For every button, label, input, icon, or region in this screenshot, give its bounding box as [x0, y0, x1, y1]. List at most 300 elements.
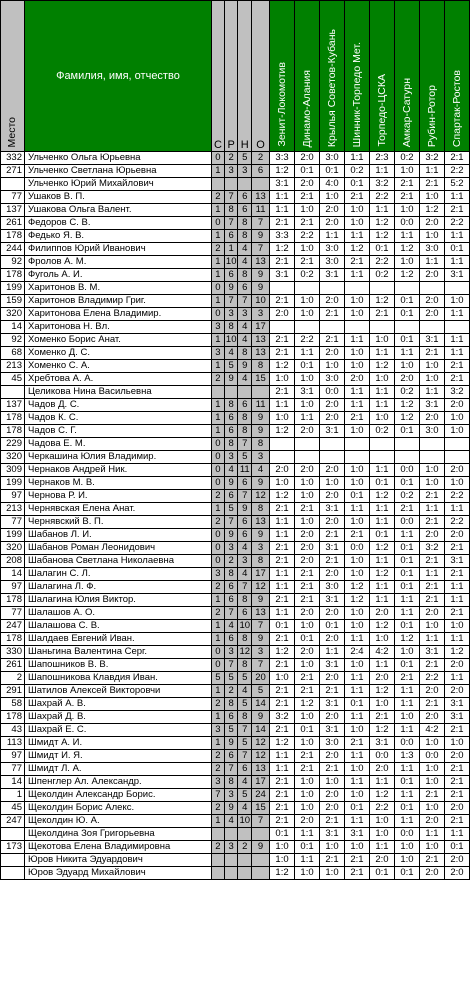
- score-cell: [270, 438, 295, 451]
- score-cell: 2:1: [444, 152, 469, 165]
- score-cell: 2:1: [444, 815, 469, 828]
- stat-cell: 2: [238, 841, 252, 854]
- score-cell: 1:1: [270, 529, 295, 542]
- score-cell: 1:0: [444, 425, 469, 438]
- score-cell: 1:2: [394, 269, 419, 282]
- score-cell: 2:0: [320, 399, 345, 412]
- stat-cell: 1: [211, 594, 224, 607]
- place-cell: 213: [1, 360, 25, 373]
- score-cell: 1:1: [369, 386, 394, 399]
- stat-header-s: [211, 1, 224, 152]
- stat-cell: [211, 178, 224, 191]
- name-cell: Шаньгина Валентина Серг.: [24, 646, 211, 659]
- table-row: [1, 607, 470, 620]
- score-cell: 1:1: [295, 854, 320, 867]
- score-cell: 1:1: [419, 633, 444, 646]
- score-cell: 1:0: [345, 477, 370, 490]
- stat-cell: 9: [224, 529, 238, 542]
- score-cell: 3:0: [320, 737, 345, 750]
- score-cell: 1:0: [369, 633, 394, 646]
- stat-cell: 4: [238, 373, 252, 386]
- name-cell: Шалагин С. Л.: [24, 568, 211, 581]
- match-header: [270, 1, 295, 152]
- score-cell: 3:2: [419, 152, 444, 165]
- score-cell: 1:0: [369, 698, 394, 711]
- score-cell: 1:0: [270, 373, 295, 386]
- score-cell: 1:1: [369, 347, 394, 360]
- score-cell: 2:1: [419, 178, 444, 191]
- score-cell: 0:1: [345, 178, 370, 191]
- score-cell: 2:2: [444, 217, 469, 230]
- score-cell: 1:0: [345, 620, 370, 633]
- score-cell: 2:1: [295, 503, 320, 516]
- place-cell: 330: [1, 646, 25, 659]
- score-cell: 4:2: [369, 646, 394, 659]
- stat-cell: 6: [224, 490, 238, 503]
- score-cell: 1:0: [295, 711, 320, 724]
- header-row: [1, 1, 470, 152]
- score-cell: 1:1: [270, 399, 295, 412]
- place-cell: 14: [1, 321, 25, 334]
- table-row: [1, 763, 470, 776]
- score-cell: 1:1: [369, 659, 394, 672]
- score-cell: 1:0: [345, 724, 370, 737]
- score-cell: [419, 451, 444, 464]
- stat-cell: 8: [252, 438, 270, 451]
- stat-cell: 7: [238, 724, 252, 737]
- stat-cell: 2: [211, 763, 224, 776]
- score-cell: 1:0: [295, 295, 320, 308]
- name-cell: Шалашов А. О.: [24, 607, 211, 620]
- score-cell: [419, 282, 444, 295]
- score-cell: 3:1: [444, 698, 469, 711]
- score-cell: 2:1: [320, 529, 345, 542]
- table-row: [1, 217, 470, 230]
- score-cell: 1:1: [394, 594, 419, 607]
- stat-cell: 8: [224, 204, 238, 217]
- score-cell: 1:1: [270, 568, 295, 581]
- table-row: [1, 620, 470, 633]
- stat-cell: 8: [238, 347, 252, 360]
- score-cell: 0:1: [320, 165, 345, 178]
- stat-cell: 4: [238, 542, 252, 555]
- score-cell: 1:0: [295, 373, 320, 386]
- table-row: [1, 451, 470, 464]
- table-body: [1, 152, 470, 880]
- stat-cell: 9: [252, 282, 270, 295]
- stat-cell: 0: [211, 555, 224, 568]
- score-cell: 2:1: [270, 724, 295, 737]
- stat-cell: 3: [211, 724, 224, 737]
- stat-cell: 9: [252, 477, 270, 490]
- stat-cell: 17: [252, 568, 270, 581]
- stat-cell: 2: [211, 490, 224, 503]
- score-cell: 1:0: [369, 334, 394, 347]
- score-cell: 1:2: [369, 685, 394, 698]
- score-cell: 3:2: [444, 386, 469, 399]
- score-cell: 2:1: [345, 737, 370, 750]
- score-cell: 1:1: [444, 256, 469, 269]
- score-cell: 3:2: [270, 711, 295, 724]
- stat-cell: 2: [211, 698, 224, 711]
- score-cell: 2:1: [394, 178, 419, 191]
- table-row: [1, 399, 470, 412]
- score-cell: 2:1: [444, 776, 469, 789]
- score-cell: 0:1: [295, 360, 320, 373]
- name-cell: Шабанова Светлана Николаевна: [24, 555, 211, 568]
- score-cell: 1:0: [295, 776, 320, 789]
- stat-cell: 0: [211, 438, 224, 451]
- stat-cell: 9: [224, 373, 238, 386]
- score-cell: 2:1: [444, 763, 469, 776]
- stat-cell: [211, 386, 224, 399]
- score-cell: 0:1: [369, 243, 394, 256]
- stat-cell: 12: [252, 737, 270, 750]
- place-cell: [1, 854, 25, 867]
- score-cell: 1:1: [394, 815, 419, 828]
- score-cell: 1:1: [419, 503, 444, 516]
- score-cell: 1:2: [394, 243, 419, 256]
- stat-cell: 7: [238, 581, 252, 594]
- place-cell: 332: [1, 152, 25, 165]
- score-cell: 1:1: [345, 152, 370, 165]
- score-cell: 0:1: [369, 867, 394, 880]
- score-cell: 2:0: [320, 204, 345, 217]
- score-cell: 1:0: [320, 191, 345, 204]
- name-cell: Шалагина Юлия Виктор.: [24, 594, 211, 607]
- score-cell: [270, 321, 295, 334]
- score-cell: [369, 451, 394, 464]
- place-cell: 178: [1, 230, 25, 243]
- stat-cell: 4: [238, 685, 252, 698]
- score-cell: [320, 438, 345, 451]
- score-cell: 2:1: [345, 191, 370, 204]
- match-header-label: Спартак-Ростов: [450, 69, 463, 147]
- name-cell: Щекотова Елена Владимировна: [24, 841, 211, 854]
- table-row: [1, 750, 470, 763]
- stat-cell: 10: [252, 295, 270, 308]
- name-cell: Федько Я. В.: [24, 230, 211, 243]
- score-cell: 3:0: [419, 243, 444, 256]
- table-row: [1, 815, 470, 828]
- place-cell: 159: [1, 295, 25, 308]
- stat-cell: 6: [238, 282, 252, 295]
- stat-cell: 5: [211, 672, 224, 685]
- stat-cell: 10: [239, 815, 251, 826]
- score-cell: 2:0: [295, 152, 320, 165]
- score-cell: 3:1: [320, 724, 345, 737]
- score-cell: 1:0: [419, 373, 444, 386]
- stat-cell: 0: [211, 646, 224, 659]
- score-cell: 1:0: [394, 204, 419, 217]
- place-cell: 173: [1, 841, 25, 854]
- stat-cell: 3: [211, 776, 224, 789]
- name-cell: Чернаков М. В.: [24, 477, 211, 490]
- score-cell: 3:1: [295, 386, 320, 399]
- place-header-label: Место: [6, 116, 19, 147]
- name-cell: Шабанов Роман Леонидович: [24, 542, 211, 555]
- stat-cell: [224, 386, 238, 399]
- stat-cell: [238, 854, 252, 867]
- score-cell: 1:0: [444, 620, 469, 633]
- score-cell: 1:2: [369, 217, 394, 230]
- stat-cell: 3: [211, 347, 224, 360]
- score-cell: 1:0: [345, 347, 370, 360]
- score-cell: 3:1: [320, 425, 345, 438]
- score-cell: 2:1: [419, 594, 444, 607]
- score-cell: 1:0: [295, 659, 320, 672]
- score-cell: 2:1: [295, 581, 320, 594]
- score-cell: 0:1: [295, 633, 320, 646]
- place-cell: 178: [1, 711, 25, 724]
- stat-cell: [224, 867, 238, 880]
- stat-cell: 5: [224, 360, 238, 373]
- stat-cell: 9: [252, 412, 270, 425]
- score-cell: 1:1: [444, 581, 469, 594]
- score-cell: 1:0: [345, 464, 370, 477]
- stat-cell: 1: [211, 737, 224, 750]
- place-cell: 1: [1, 789, 25, 802]
- score-cell: 1:0: [345, 295, 370, 308]
- stat-cell: 7: [211, 789, 224, 802]
- stat-cell: 1: [211, 412, 224, 425]
- score-cell: 1:0: [394, 854, 419, 867]
- table-row: [1, 737, 470, 750]
- score-cell: 2:1: [419, 581, 444, 594]
- score-cell: 0:1: [394, 581, 419, 594]
- score-cell: 2:0: [419, 308, 444, 321]
- place-cell: 2: [1, 672, 25, 685]
- stat-cell: 6: [238, 516, 252, 529]
- score-cell: 1:0: [320, 776, 345, 789]
- score-cell: 1:1: [419, 165, 444, 178]
- name-cell: Шмидт И. Я.: [24, 750, 211, 763]
- place-cell: 199: [1, 529, 25, 542]
- name-cell: Шапошников В. В.: [24, 659, 211, 672]
- score-cell: 1:0: [419, 763, 444, 776]
- score-cell: 1:0: [419, 776, 444, 789]
- score-cell: 0:1: [394, 620, 419, 633]
- stat-cell: 2: [211, 841, 224, 854]
- score-cell: [419, 438, 444, 451]
- score-cell: 3:0: [320, 581, 345, 594]
- score-cell: 0:1: [270, 620, 295, 633]
- stat-cell: 20: [252, 672, 270, 685]
- score-cell: 1:0: [320, 360, 345, 373]
- name-cell: Филиппов Юрий Иванович: [24, 243, 211, 256]
- stat-cell: 5: [252, 685, 270, 698]
- score-cell: [369, 282, 394, 295]
- score-cell: 2:1: [419, 698, 444, 711]
- score-cell: 3:1: [419, 399, 444, 412]
- score-cell: 2:0: [320, 672, 345, 685]
- name-cell: Шатилов Алексей Викторовчи: [24, 685, 211, 698]
- table-row: [1, 360, 470, 373]
- score-cell: 2:1: [444, 789, 469, 802]
- place-cell: 178: [1, 425, 25, 438]
- score-cell: 2:0: [295, 607, 320, 620]
- table-row: [1, 542, 470, 555]
- stat-cell: 2: [211, 750, 224, 763]
- name-cell: Чернаков Андрей Ник.: [24, 464, 211, 477]
- score-cell: 3:1: [444, 269, 469, 282]
- score-cell: 2:0: [320, 633, 345, 646]
- stat-cell: 1: [211, 204, 224, 217]
- name-cell: Хребтова А. А.: [24, 373, 211, 386]
- table-row: [1, 464, 470, 477]
- score-cell: 1:1: [444, 191, 469, 204]
- place-cell: 178: [1, 633, 25, 646]
- score-cell: 2:1: [270, 685, 295, 698]
- score-cell: 2:1: [270, 542, 295, 555]
- score-cell: 2:1: [270, 659, 295, 672]
- stat-cell: 14: [252, 724, 270, 737]
- stat-cell: 0: [211, 659, 224, 672]
- match-header-label: Рубин-Ротор: [425, 84, 438, 147]
- score-cell: 2:0: [419, 217, 444, 230]
- stat-cell: 7: [238, 750, 252, 763]
- stat-cell: 6: [224, 581, 238, 594]
- score-cell: 2:0: [444, 802, 469, 815]
- stat-cell: 7: [224, 217, 238, 230]
- stat-cell: 8: [238, 412, 252, 425]
- score-cell: 0:1: [270, 828, 295, 841]
- score-cell: 3:3: [270, 152, 295, 165]
- score-cell: 1:2: [345, 243, 370, 256]
- stat-cell: 8: [238, 217, 252, 230]
- stat-cell: 6: [252, 165, 270, 178]
- score-cell: 1:0: [345, 516, 370, 529]
- score-cell: 1:1: [444, 347, 469, 360]
- table-row: [1, 295, 470, 308]
- stat-cell: 1: [211, 230, 224, 243]
- score-cell: 2:1: [295, 685, 320, 698]
- score-cell: 1:0: [419, 620, 444, 633]
- stat-cell: 1: [211, 425, 224, 438]
- score-cell: 2:0: [320, 295, 345, 308]
- score-cell: 3:0: [320, 256, 345, 269]
- score-cell: 1:1: [345, 269, 370, 282]
- score-cell: 2:1: [419, 555, 444, 568]
- score-cell: 1:2: [270, 243, 295, 256]
- score-cell: 3:1: [320, 503, 345, 516]
- place-cell: 261: [1, 217, 25, 230]
- score-cell: 1:0: [295, 243, 320, 256]
- score-cell: [345, 321, 370, 334]
- stat-cell: [238, 828, 252, 841]
- score-cell: 1:2: [369, 724, 394, 737]
- place-cell: 97: [1, 490, 25, 503]
- score-cell: 2:0: [444, 399, 469, 412]
- name-cell: Харитонова Елена Владимир.: [24, 308, 211, 321]
- score-cell: 1:1: [345, 672, 370, 685]
- score-cell: 3:1: [444, 555, 469, 568]
- score-cell: 2:1: [295, 672, 320, 685]
- place-cell: [1, 867, 25, 880]
- stat-cell: 7: [252, 620, 270, 633]
- place-cell: 208: [1, 555, 25, 568]
- score-cell: 0:1: [394, 776, 419, 789]
- score-cell: 1:0: [320, 477, 345, 490]
- stat-cell: 1: [211, 399, 224, 412]
- score-cell: 1:1: [320, 230, 345, 243]
- stat-cell: 7: [252, 217, 270, 230]
- score-cell: 1:0: [419, 477, 444, 490]
- stat-header-o-label: О: [256, 139, 265, 151]
- place-header: [1, 1, 25, 152]
- score-cell: 0:2: [345, 165, 370, 178]
- place-cell: 45: [1, 373, 25, 386]
- score-cell: 1:0: [419, 230, 444, 243]
- stat-cell: 9: [252, 269, 270, 282]
- stat-cell: 3: [238, 308, 252, 321]
- score-cell: [444, 282, 469, 295]
- score-cell: 1:0: [320, 867, 345, 880]
- table-row: [1, 828, 470, 841]
- table-row: [1, 789, 470, 802]
- score-cell: 1:0: [444, 477, 469, 490]
- stat-cell: [238, 867, 252, 880]
- stat-cell: 8: [238, 425, 252, 438]
- stat-cell: [224, 178, 238, 191]
- score-cell: 2:1: [444, 373, 469, 386]
- table-row: [1, 308, 470, 321]
- stat-cell: 2: [211, 516, 224, 529]
- score-cell: 2:2: [419, 672, 444, 685]
- stat-cell: 13: [252, 347, 270, 360]
- score-cell: 2:0: [419, 867, 444, 880]
- score-cell: [444, 438, 469, 451]
- score-cell: 2:1: [270, 594, 295, 607]
- score-cell: 2:0: [320, 802, 345, 815]
- table-row: [1, 555, 470, 568]
- stat-cell: 8: [238, 633, 252, 646]
- stat-cell: 3: [224, 841, 238, 854]
- name-cell: Шалдаев Евгений Иван.: [24, 633, 211, 646]
- place-cell: 68: [1, 347, 25, 360]
- score-cell: 0:1: [295, 841, 320, 854]
- stat-cell: 0: [211, 217, 224, 230]
- score-cell: 1:1: [394, 230, 419, 243]
- stat-cell: 9: [252, 594, 270, 607]
- stat-cell: 5: [224, 724, 238, 737]
- place-cell: 77: [1, 763, 25, 776]
- stat-cell: 8: [224, 438, 238, 451]
- score-cell: 2:2: [369, 256, 394, 269]
- score-cell: 1:0: [419, 464, 444, 477]
- score-cell: 1:1: [369, 516, 394, 529]
- score-cell: 2:1: [270, 295, 295, 308]
- name-cell: Шмидт Л. А.: [24, 763, 211, 776]
- score-cell: [394, 321, 419, 334]
- score-cell: 1:1: [419, 568, 444, 581]
- score-cell: 2:1: [444, 724, 469, 737]
- match-header: [444, 1, 469, 152]
- score-cell: 2:1: [320, 815, 345, 828]
- stat-cell: 8: [252, 503, 270, 516]
- score-cell: 2:2: [369, 802, 394, 815]
- score-cell: 0:1: [345, 698, 370, 711]
- place-cell: 271: [1, 165, 25, 178]
- score-cell: 0:1: [320, 620, 345, 633]
- score-cell: 0:0: [369, 750, 394, 763]
- score-cell: 1:0: [295, 516, 320, 529]
- stat-cell: 3: [224, 165, 238, 178]
- stat-cell: 6: [224, 594, 238, 607]
- score-cell: 2:1: [345, 412, 370, 425]
- stat-cell: 5: [224, 503, 238, 516]
- score-cell: 2:1: [270, 633, 295, 646]
